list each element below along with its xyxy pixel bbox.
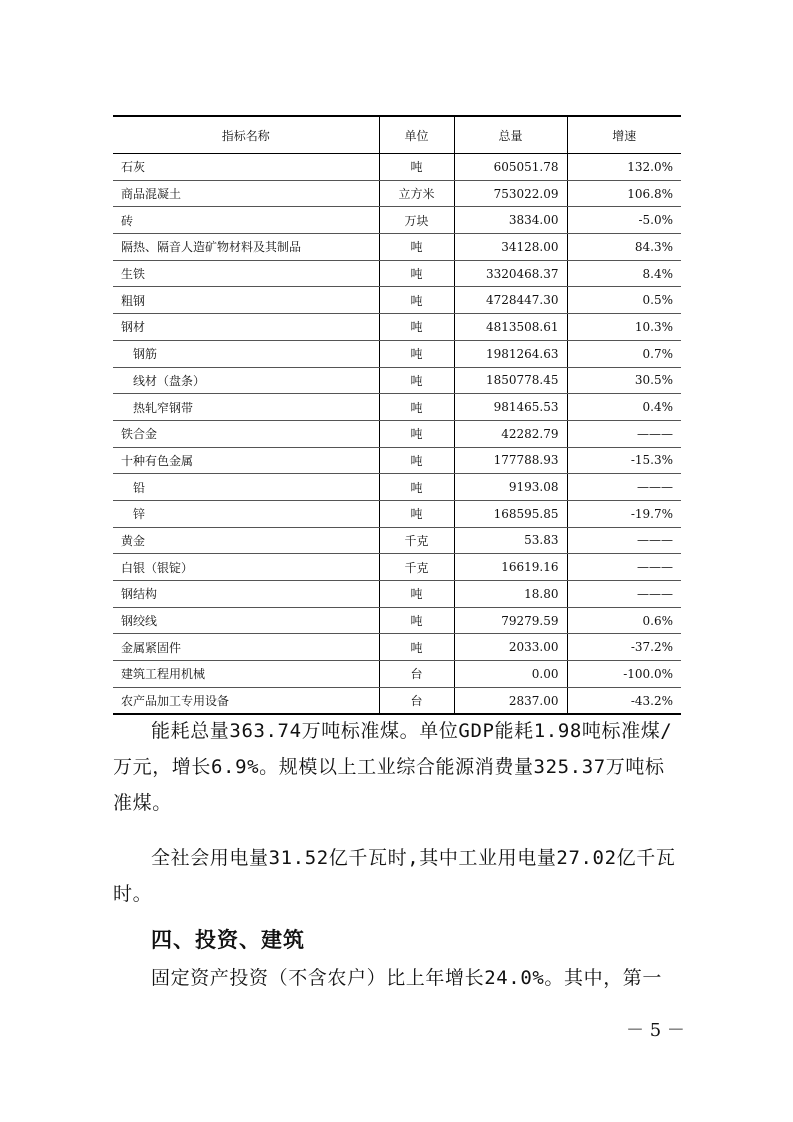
- row-name-cell: 商品混凝土: [113, 180, 379, 207]
- row-unit-cell: 吨: [379, 367, 454, 394]
- row-total-cell: 34128.00: [454, 234, 567, 261]
- row-unit-cell: 吨: [379, 154, 454, 181]
- table-row: [113, 661, 681, 688]
- row-growth-cell: 10.3%: [567, 314, 681, 341]
- row-name-cell: 十种有色金属: [113, 447, 379, 474]
- row-unit-cell: 吨: [379, 500, 454, 527]
- row-growth-cell: 0.4%: [567, 394, 681, 421]
- row-growth-cell: ———: [567, 527, 681, 554]
- row-growth-cell: 0.6%: [567, 607, 681, 634]
- table-row: [113, 474, 681, 501]
- row-name-cell: 粗钢: [113, 287, 379, 314]
- row-total-cell: 4728447.30: [454, 287, 567, 314]
- row-unit-cell: 吨: [379, 447, 454, 474]
- row-unit-cell: 吨: [379, 474, 454, 501]
- header-indicator-name: 指标名称: [113, 116, 379, 154]
- row-name-cell: 白银（银锭）: [113, 554, 379, 581]
- table-row: [113, 581, 681, 608]
- row-growth-cell: -19.7%: [567, 500, 681, 527]
- row-name-cell: 生铁: [113, 260, 379, 287]
- row-growth-cell: ———: [567, 581, 681, 608]
- industrial-output-table-container: [113, 115, 681, 715]
- table-row: [113, 180, 681, 207]
- row-growth-cell: -37.2%: [567, 634, 681, 661]
- row-growth-cell: -15.3%: [567, 447, 681, 474]
- row-name-cell: 石灰: [113, 154, 379, 181]
- table-row: [113, 234, 681, 261]
- table-header-row: [113, 116, 681, 154]
- row-total-cell: 9193.08: [454, 474, 567, 501]
- row-total-cell: 605051.78: [454, 154, 567, 181]
- row-unit-cell: 吨: [379, 287, 454, 314]
- table-row: [113, 260, 681, 287]
- header-growth: 增速: [567, 116, 681, 154]
- row-name-cell: 建筑工程用机械: [113, 661, 379, 688]
- row-total-cell: 79279.59: [454, 607, 567, 634]
- row-total-cell: 177788.93: [454, 447, 567, 474]
- row-total-cell: 2033.00: [454, 634, 567, 661]
- row-unit-cell: 吨: [379, 260, 454, 287]
- header-total: 总量: [454, 116, 567, 154]
- row-growth-cell: ———: [567, 474, 681, 501]
- row-unit-cell: 吨: [379, 394, 454, 421]
- header-unit: 单位: [379, 116, 454, 154]
- row-total-cell: 53.83: [454, 527, 567, 554]
- row-unit-cell: 吨: [379, 420, 454, 447]
- row-unit-cell: 立方米: [379, 180, 454, 207]
- row-growth-cell: -43.2%: [567, 687, 681, 714]
- investment-paragraph: 固定资产投资（不含农户）比上年增长24.0%。其中，第一: [151, 967, 662, 989]
- row-unit-cell: 吨: [379, 340, 454, 367]
- row-total-cell: 753022.09: [454, 180, 567, 207]
- table-row: [113, 394, 681, 421]
- row-name-cell: 金属紧固件: [113, 634, 379, 661]
- row-name-cell: 热轧窄钢带: [113, 394, 379, 421]
- row-total-cell: 168595.85: [454, 500, 567, 527]
- table-row: [113, 420, 681, 447]
- table-row: [113, 554, 681, 581]
- row-growth-cell: 132.0%: [567, 154, 681, 181]
- table-row: [113, 687, 681, 714]
- energy-consumption-paragraph: 能耗总量363.74万吨标准煤。单位GDP能耗1.98吨标准煤/万元，增长6.9%。规模以上工业综合能源消费量325.37万吨标准煤。: [113, 720, 673, 814]
- row-growth-cell: ———: [567, 420, 681, 447]
- industrial-output-table: [113, 115, 681, 715]
- row-growth-cell: -100.0%: [567, 661, 681, 688]
- row-name-cell: 钢结构: [113, 581, 379, 608]
- row-total-cell: 981465.53: [454, 394, 567, 421]
- row-growth-cell: 8.4%: [567, 260, 681, 287]
- row-name-cell: 锌: [113, 500, 379, 527]
- row-total-cell: 18.80: [454, 581, 567, 608]
- row-total-cell: 2837.00: [454, 687, 567, 714]
- row-unit-cell: 吨: [379, 581, 454, 608]
- electricity-usage-paragraph: 全社会用电量31.52亿千瓦时,其中工业用电量27.02亿千瓦时。: [113, 847, 676, 905]
- row-name-cell: 砖: [113, 207, 379, 234]
- table-row: [113, 607, 681, 634]
- row-growth-cell: 0.5%: [567, 287, 681, 314]
- row-growth-cell: 84.3%: [567, 234, 681, 261]
- row-name-cell: 钢绞线: [113, 607, 379, 634]
- row-total-cell: 3834.00: [454, 207, 567, 234]
- row-name-cell: 钢筋: [113, 340, 379, 367]
- table-row: [113, 154, 681, 181]
- row-unit-cell: 吨: [379, 314, 454, 341]
- row-total-cell: 3320468.37: [454, 260, 567, 287]
- table-row: [113, 207, 681, 234]
- row-unit-cell: 千克: [379, 527, 454, 554]
- row-name-cell: 农产品加工专用设备: [113, 687, 379, 714]
- table-row: [113, 527, 681, 554]
- row-unit-cell: 万块: [379, 207, 454, 234]
- row-growth-cell: 30.5%: [567, 367, 681, 394]
- section-heading: 四、投资、建筑: [151, 928, 305, 952]
- row-name-cell: 铁合金: [113, 420, 379, 447]
- table-row: [113, 447, 681, 474]
- row-growth-cell: 0.7%: [567, 340, 681, 367]
- row-total-cell: 0.00: [454, 661, 567, 688]
- table-body: [113, 154, 681, 715]
- row-unit-cell: 千克: [379, 554, 454, 581]
- row-name-cell: 隔热、隔音人造矿物材料及其制品: [113, 234, 379, 261]
- table-row: [113, 340, 681, 367]
- row-growth-cell: -5.0%: [567, 207, 681, 234]
- row-name-cell: 黄金: [113, 527, 379, 554]
- row-unit-cell: 吨: [379, 234, 454, 261]
- row-total-cell: 16619.16: [454, 554, 567, 581]
- row-unit-cell: 吨: [379, 634, 454, 661]
- row-total-cell: 4813508.61: [454, 314, 567, 341]
- row-unit-cell: 台: [379, 661, 454, 688]
- row-name-cell: 钢材: [113, 314, 379, 341]
- row-total-cell: 42282.79: [454, 420, 567, 447]
- row-unit-cell: 台: [379, 687, 454, 714]
- row-growth-cell: ———: [567, 554, 681, 581]
- table-row: [113, 367, 681, 394]
- table-row: [113, 314, 681, 341]
- row-name-cell: 铅: [113, 474, 379, 501]
- table-row: [113, 500, 681, 527]
- page-number: － 5 －: [626, 1020, 685, 1041]
- row-unit-cell: 吨: [379, 607, 454, 634]
- row-name-cell: 线材（盘条）: [113, 367, 379, 394]
- table-row: [113, 287, 681, 314]
- table-row: [113, 634, 681, 661]
- row-total-cell: 1850778.45: [454, 367, 567, 394]
- row-total-cell: 1981264.63: [454, 340, 567, 367]
- row-growth-cell: 106.8%: [567, 180, 681, 207]
